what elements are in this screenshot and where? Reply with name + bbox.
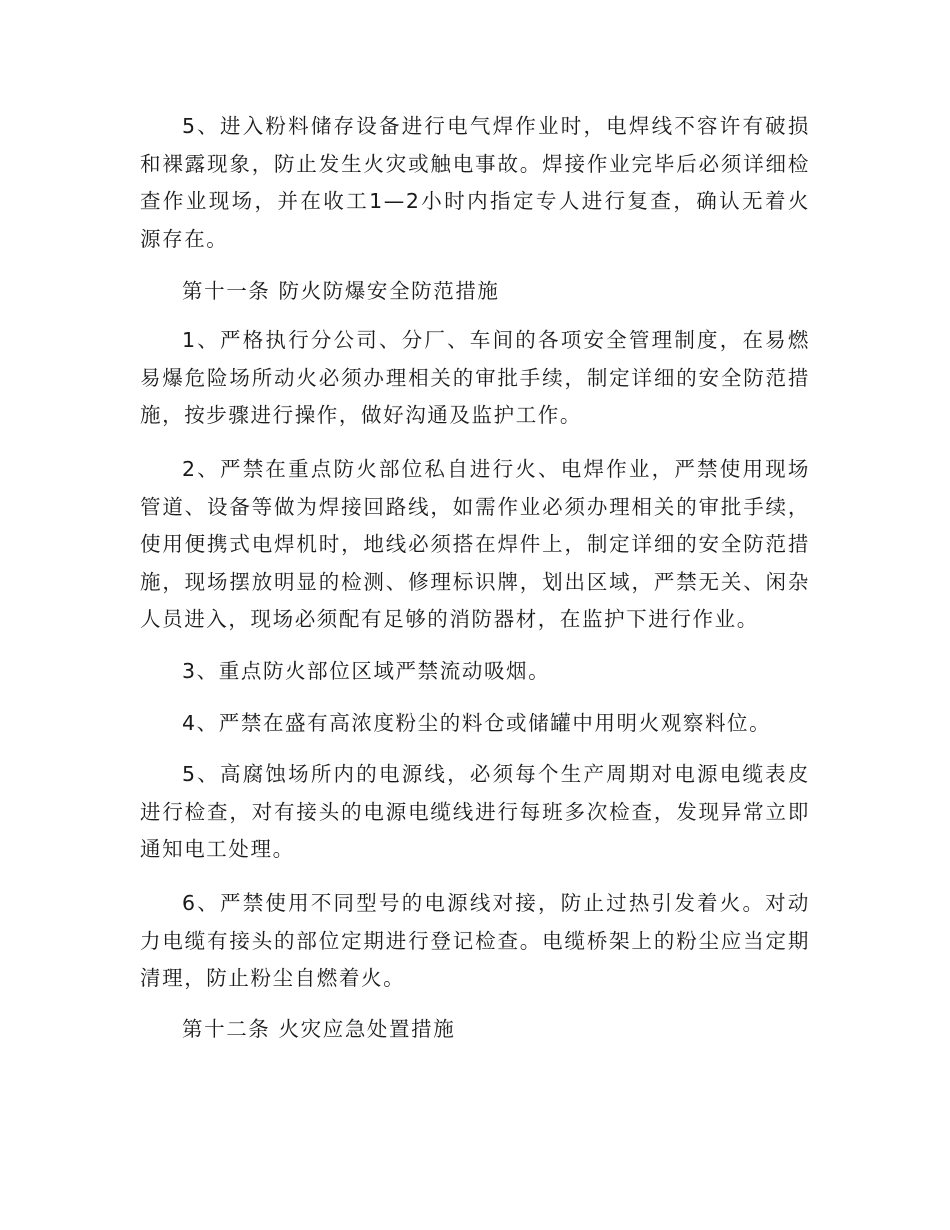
article-12-heading: 第十二条 火灾应急处置措施 [182,1017,456,1041]
paragraph-welding-prohibition: 2、严禁在重点防火部位私自进行火、电焊作业，严禁使用现场管道、设备等做为焊接回路线，如需作业必须办理相关的审批手续，使用便携式电焊机时，地线必须搭在焊件上，制定详细的安全防范措施，现场摆放明显的检测、修理标识牌，划出区域，严禁无关、闲杂人员进入，现场必须配有足够的消防器材，在监护下进行作业。 [140,457,810,631]
paragraph-power-line-inspection: 5、高腐蚀场所内的电源线，必须每个生产周期对电源电缆表皮进行检查，对有接头的电源电缆线进行每班多次检查，发现异常立即通知电工处理。 [140,762,810,861]
paragraph-welding-inspection: 5、进入粉料储存设备进行电气焊作业时，电焊线不容许有破损和裸露现象，防止发生火灾或触电事故。焊接作业完毕后必须详细检查作业现场，并在收工1—2小时内指定专人进行复查，确认无着火源存在。 [140,114,810,251]
paragraph-cable-connection: 6、严禁使用不同型号的电源线对接，防止过热引发着火。对动力电缆有接头的部位定期进行登记检查。电缆桥架上的粉尘应当定期清理，防止粉尘自燃着火。 [140,891,810,990]
paragraph-no-smoking: 3、重点防火部位区域严禁流动吸烟。 [182,659,551,683]
article-11-heading: 第十一条 防火防爆安全防范措施 [182,279,500,303]
paragraph-safety-management: 1、严格执行分公司、分厂、车间的各项安全管理制度，在易燃易爆危险场所动火必须办理相关的审批手续，制定详细的安全防范措施，按步骤进行操作，做好沟通及监护工作。 [140,328,810,427]
paragraph-no-open-flame: 4、严禁在盛有高浓度粉尘的料仓或储罐中用明火观察料位。 [182,711,772,735]
